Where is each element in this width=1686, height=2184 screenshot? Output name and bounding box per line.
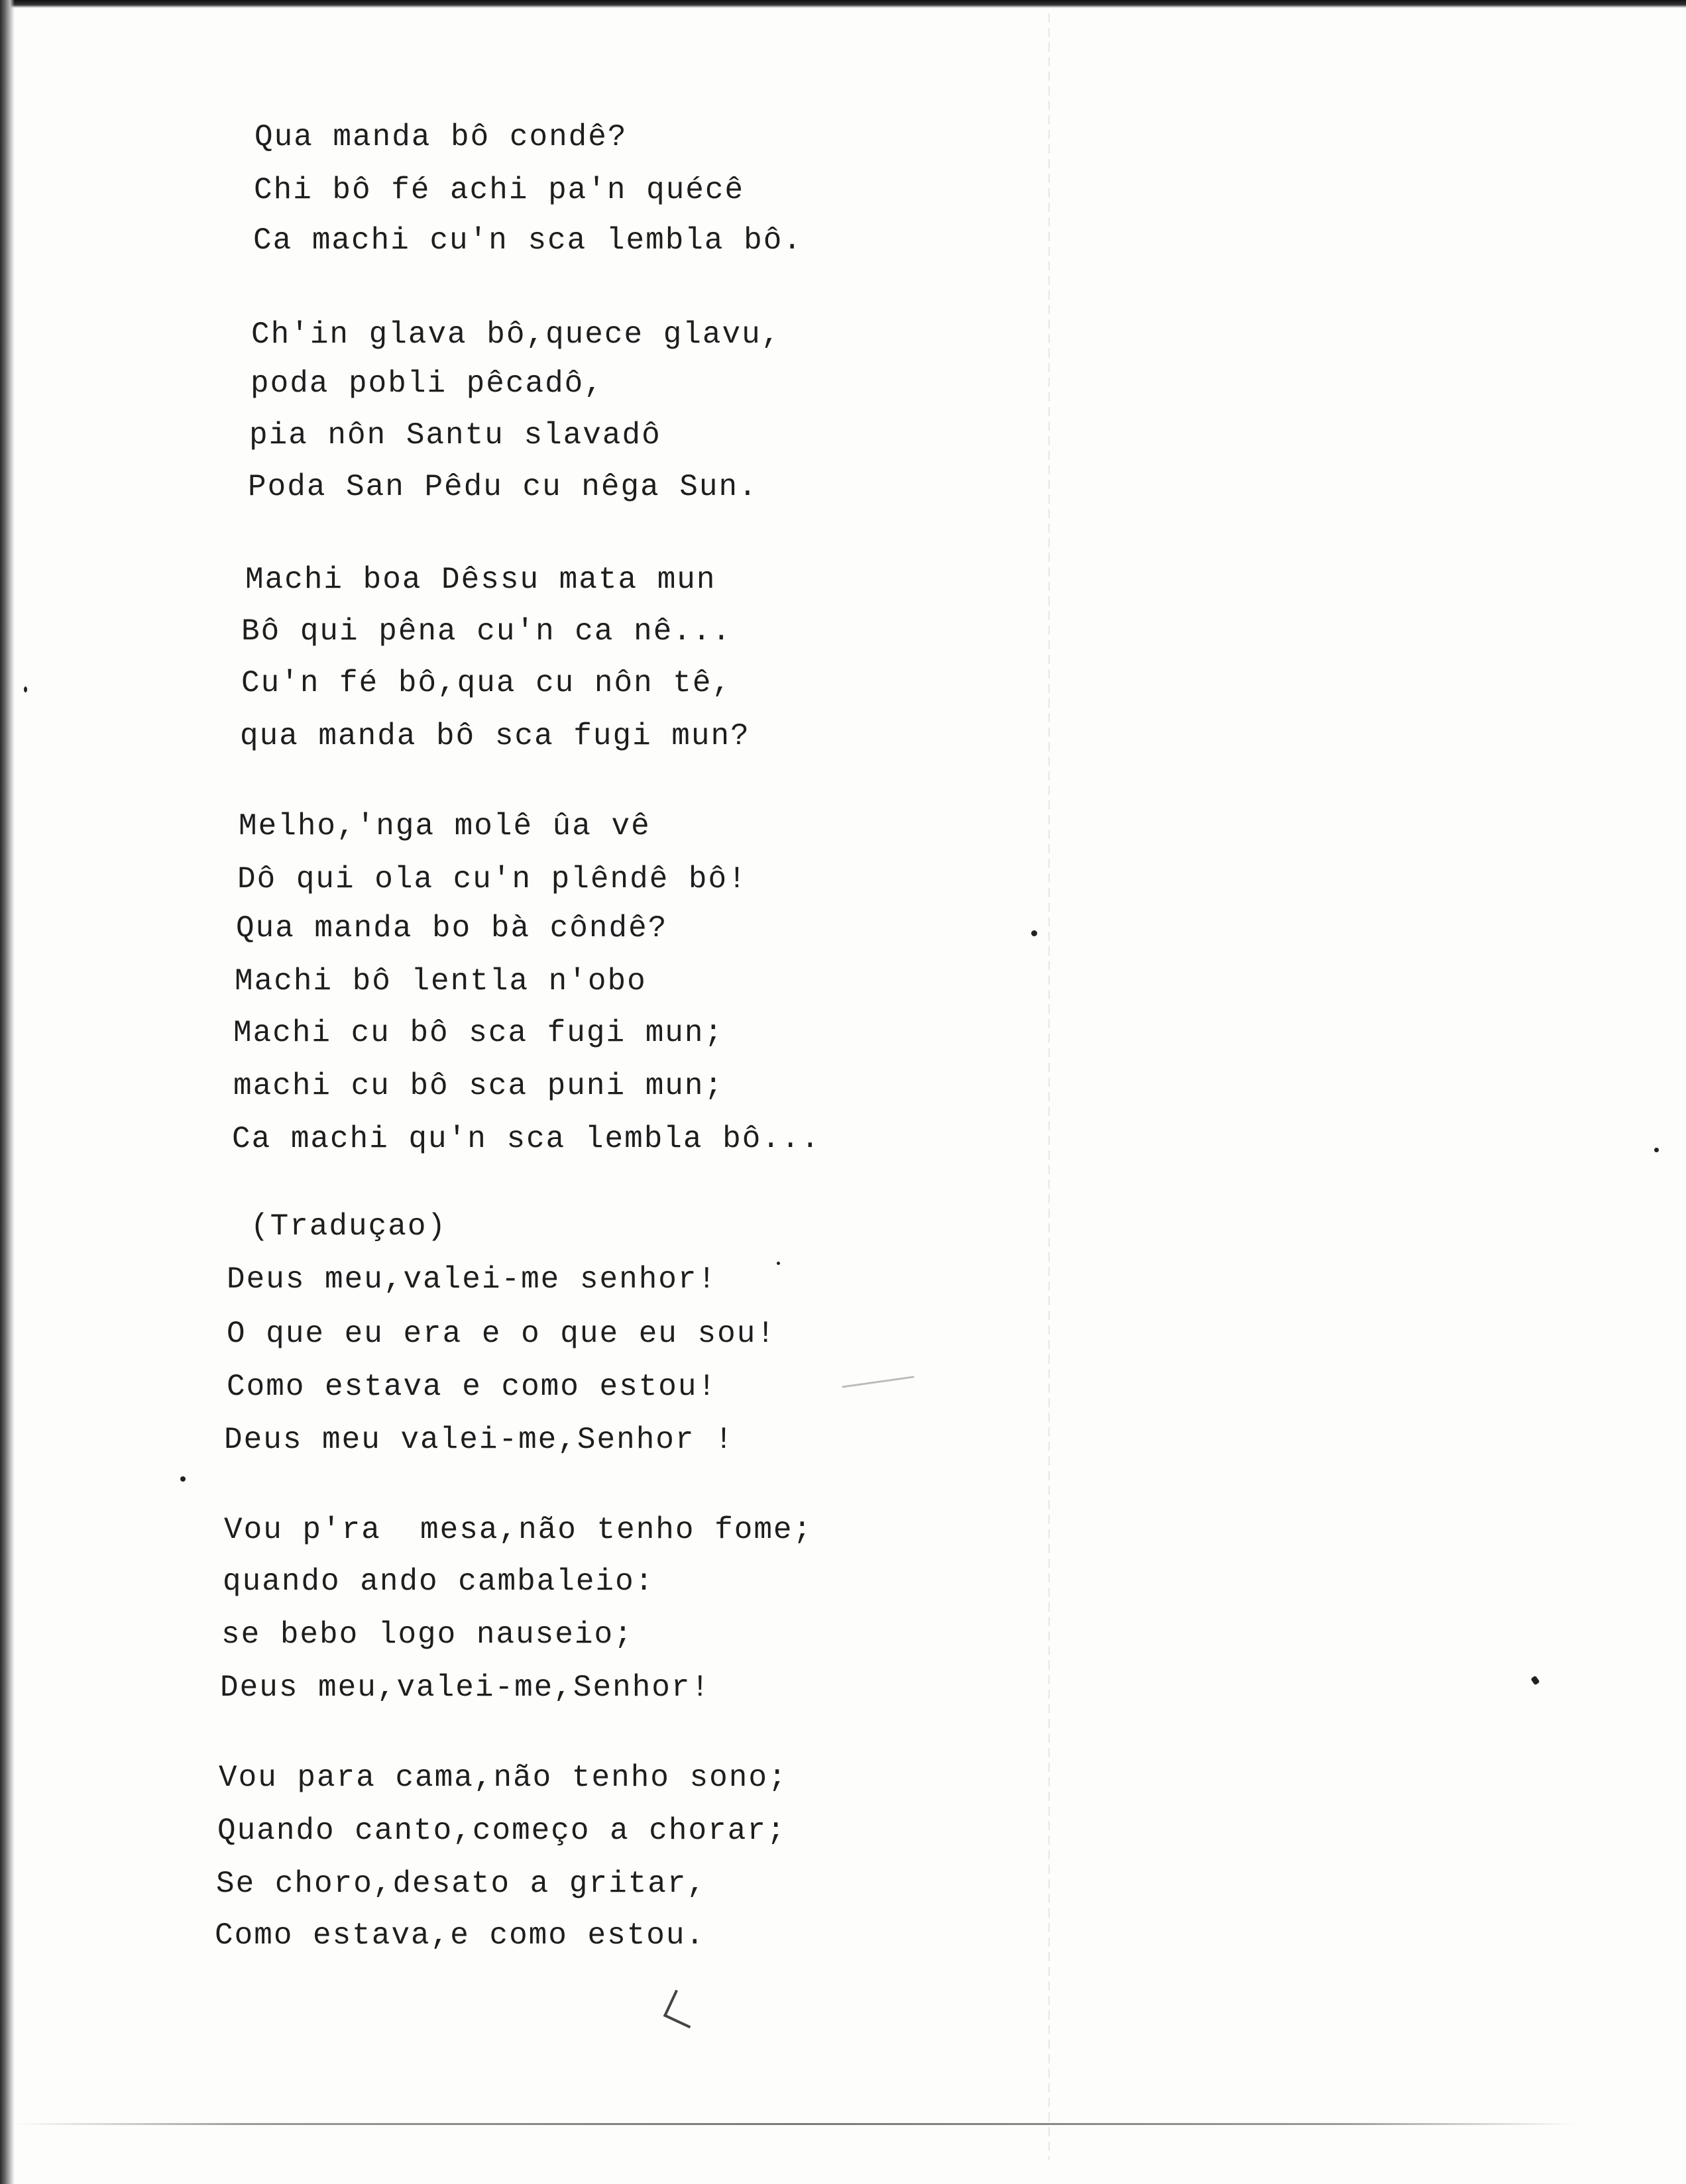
poem-line: O que eu era e o que eu sou!: [227, 1317, 776, 1351]
poem-line: Como estava,e como estou.: [215, 1918, 706, 1953]
poem-line: Vou para cama,não tenho sono;: [219, 1761, 788, 1795]
poem-line: Machi bô lentla n'obo: [235, 964, 647, 999]
poem-line: se bebo logo nauseio;: [221, 1617, 634, 1652]
poem-line: Machi cu bô sca fugi mun;: [233, 1016, 724, 1050]
scan-speck: [24, 686, 27, 692]
poem-line: Melho,'nga molê ûa vê: [239, 809, 651, 844]
scan-speck: [180, 1476, 186, 1482]
poem-line: Ch'in glava bô,quece glavu,: [251, 317, 781, 352]
poem-line: Cu'n fé bô,qua cu nôn tê,: [241, 666, 732, 700]
poem-line: Como estava e como estou!: [227, 1370, 718, 1404]
poem-line: Bô qui pêna cu'n ca nê...: [241, 614, 732, 649]
poem-line: Deus meu,valei-me,Senhor!: [220, 1670, 711, 1705]
poem-line: machi cu bô sca puni mun;: [233, 1069, 724, 1103]
poem-line: Quando canto,começo a chorar;: [217, 1814, 787, 1848]
poem-line: Chi bô fé achi pa'n quécê: [254, 173, 745, 207]
scan-speck: [1031, 930, 1037, 936]
poem-line: qua manda bô sca fugi mun?: [240, 719, 750, 753]
translation-heading: (Traduçao): [251, 1209, 447, 1244]
poem-line: Machi boa Dêssu mata mun: [245, 563, 716, 597]
poem-line: Poda San Pêdu cu nêga Sun.: [248, 470, 758, 504]
poem-line: Se choro,desato a gritar,: [216, 1867, 707, 1901]
poem-line: Qua manda bô condê?: [254, 120, 628, 154]
scan-speck: [777, 1262, 780, 1265]
poem-line: Dô qui ola cu'n plêndê bô!: [237, 862, 748, 897]
poem-line: Ca machi cu'n sca lembla bô.: [253, 223, 803, 258]
poem-line: Qua manda bo bà côndê?: [236, 911, 668, 946]
scan-speck: [1654, 1148, 1659, 1152]
poem-line: Ca machi qu'n sca lembla bô...: [232, 1122, 821, 1156]
poem-line: Deus meu valei-me,Senhor !: [224, 1423, 734, 1457]
poem-line: quando ando cambaleio:: [223, 1564, 655, 1599]
poem-line: pia nôn Santu slavadô: [249, 418, 661, 453]
poem-line: Vou p'ra mesa,não tenho fome;: [224, 1513, 813, 1547]
poem-line: poda pobli pêcadô,: [251, 366, 604, 401]
poem-line: Deus meu,valei-me senhor!: [227, 1262, 718, 1297]
